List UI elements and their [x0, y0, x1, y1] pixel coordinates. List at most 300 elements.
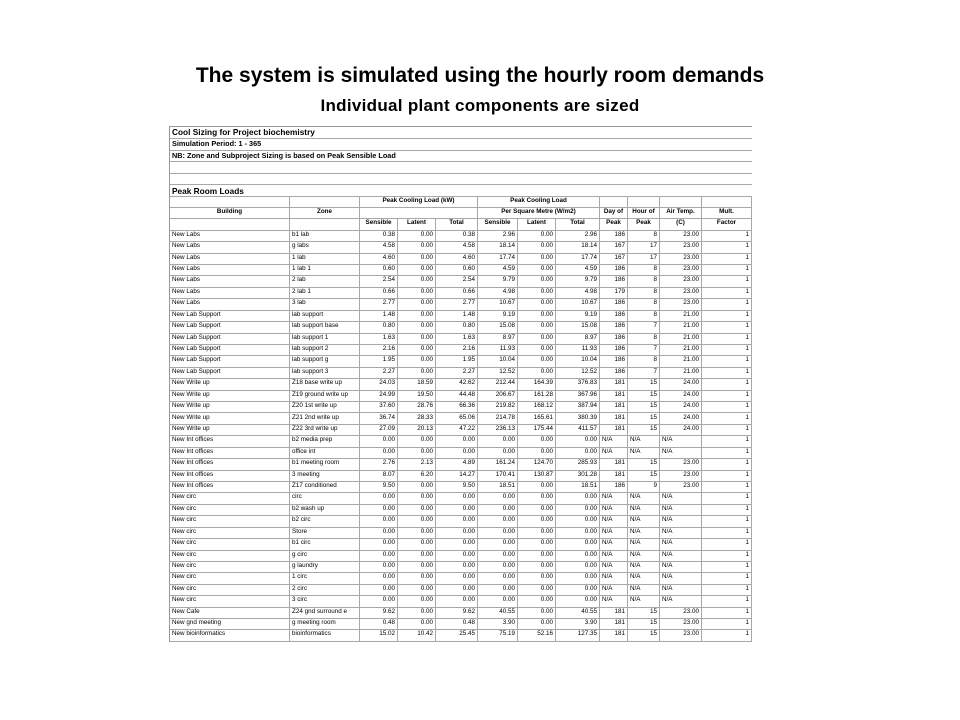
cell-value: 0.00	[360, 584, 398, 595]
cell-value: 130.87	[518, 470, 556, 481]
cell-value: 0.00	[518, 241, 556, 252]
cell-value: 21.00	[660, 355, 702, 366]
cell-value: 0.00	[436, 561, 478, 572]
cell-value: 0.80	[360, 321, 398, 332]
cell-value: 21.00	[660, 367, 702, 378]
cell-value: 1	[702, 390, 752, 401]
cell-value: 0.00	[436, 584, 478, 595]
cell-value: 0.00	[518, 618, 556, 629]
cell-value: 0.00	[436, 527, 478, 538]
cell-value: 9.62	[436, 607, 478, 618]
cell-value: 37.60	[360, 401, 398, 412]
cell-zone: lab support 2	[290, 344, 360, 355]
cell-zone: b1 lab	[290, 230, 360, 241]
cell-value: 0.00	[436, 538, 478, 549]
cell-value: 0.00	[518, 584, 556, 595]
col-zone: Zone	[290, 207, 360, 218]
cell-value: 1.95	[436, 355, 478, 366]
cell-value: 1	[702, 572, 752, 583]
cell-value: 3.90	[556, 618, 600, 629]
cell-value: 15	[628, 618, 660, 629]
cell-value: 15	[628, 470, 660, 481]
cell-zone: 1 lab	[290, 253, 360, 264]
cell-value: 285.93	[556, 458, 600, 469]
cell-value: 1	[702, 492, 752, 503]
cell-value: 0.00	[398, 515, 436, 526]
cell-value: N/A	[600, 492, 628, 503]
cell-value: 0.66	[360, 287, 398, 298]
cell-value: 0.00	[398, 275, 436, 286]
cell-value: 15	[628, 424, 660, 435]
cell-value: N/A	[660, 515, 702, 526]
col-latent-m2: Latent	[518, 218, 556, 229]
cell-value: N/A	[628, 515, 660, 526]
slide-subtitle: Individual plant components are sized	[320, 96, 640, 115]
cell-zone: 3 meeting	[290, 470, 360, 481]
cell-zone: bioinformatics	[290, 629, 360, 640]
cell-building: New bioinformatics	[170, 629, 290, 640]
cell	[360, 207, 478, 218]
cell-value: 4.58	[436, 241, 478, 252]
cell-value: 75.19	[478, 629, 518, 640]
cell-value: 181	[600, 424, 628, 435]
cell-value: 4.98	[478, 287, 518, 298]
cell-value: 186	[600, 333, 628, 344]
cell-value: 0.00	[518, 492, 556, 503]
cell-value: 0.00	[518, 561, 556, 572]
cell-value: 18.14	[478, 241, 518, 252]
cell-value: N/A	[600, 527, 628, 538]
cell-value: N/A	[628, 538, 660, 549]
cell-building: New circ	[170, 572, 290, 583]
cell-value: 8	[628, 230, 660, 241]
cell-value: 1	[702, 515, 752, 526]
cell-building: New gnd meeting	[170, 618, 290, 629]
cell-value: 0.00	[398, 550, 436, 561]
cell-value: 0.00	[518, 572, 556, 583]
cell-building: New circ	[170, 515, 290, 526]
cell-value: 0.00	[398, 607, 436, 618]
cell-building: New circ	[170, 492, 290, 503]
cell-value: 0.00	[556, 515, 600, 526]
cell-value: 0.00	[556, 550, 600, 561]
cell-zone: 2 lab	[290, 275, 360, 286]
cell-value: 2.96	[478, 230, 518, 241]
cell-value: N/A	[628, 447, 660, 458]
cell-value: 1.63	[436, 333, 478, 344]
cell-value: 0.00	[556, 561, 600, 572]
cell-value: 0.38	[436, 230, 478, 241]
cell-value: N/A	[660, 584, 702, 595]
cell-value: 8.97	[478, 333, 518, 344]
col-total-m2: Total	[556, 218, 600, 229]
cell-value: 4.59	[478, 264, 518, 275]
cell-value: 36.74	[360, 413, 398, 424]
cell-building: New Labs	[170, 275, 290, 286]
cell-value: 127.35	[556, 629, 600, 640]
cell-value: 0.00	[478, 435, 518, 446]
cell-value: 0.00	[436, 550, 478, 561]
cell-value: 0.00	[518, 287, 556, 298]
cell-value: N/A	[628, 492, 660, 503]
cell-value: 24.00	[660, 390, 702, 401]
cell-value: 0.00	[518, 435, 556, 446]
col-air-temp: Air Temp.	[660, 207, 702, 218]
cell-value: 186	[600, 310, 628, 321]
cell-value: 0.80	[436, 321, 478, 332]
cell-value: N/A	[660, 572, 702, 583]
cell-value: 42.62	[436, 378, 478, 389]
cell-value: 23.00	[660, 607, 702, 618]
cell-zone: lab support 1	[290, 333, 360, 344]
cell-value: 8.97	[556, 333, 600, 344]
col-hour-of: Hour of	[628, 207, 660, 218]
cell-value: 23.00	[660, 629, 702, 640]
cell-value: N/A	[600, 561, 628, 572]
cell-zone: Z24 gnd surround e	[290, 607, 360, 618]
cell-value: 0.00	[360, 515, 398, 526]
cell-value: 1	[702, 378, 752, 389]
cell-value: 2.27	[360, 367, 398, 378]
cell-value: 0.00	[436, 435, 478, 446]
cell-value: 8.07	[360, 470, 398, 481]
cell-zone: Z19 ground write up	[290, 390, 360, 401]
group-header-per-m2-unit: Per Square Metre (W/m2)	[478, 207, 600, 218]
cell-building: New circ	[170, 538, 290, 549]
sheet-heading: Cool Sizing for Project biochemistry	[172, 127, 315, 137]
cell-value: N/A	[600, 572, 628, 583]
cell-building: New Int offices	[170, 470, 290, 481]
cell-value: 0.00	[518, 527, 556, 538]
spreadsheet	[169, 126, 752, 642]
cell-value: 0.00	[518, 515, 556, 526]
cell-zone: b1 meeting room	[290, 458, 360, 469]
cell-value: 0.48	[436, 618, 478, 629]
cell-value: 1	[702, 629, 752, 640]
cell-building: New Labs	[170, 253, 290, 264]
col-sensible-kw: Sensible	[360, 218, 398, 229]
cell-value: 2.77	[436, 298, 478, 309]
cell-value: 15	[628, 607, 660, 618]
cell-value: 0.00	[360, 538, 398, 549]
cell-value: 206.67	[478, 390, 518, 401]
cell-value: 24.99	[360, 390, 398, 401]
cell-value: 181	[600, 390, 628, 401]
cell-value: 0.00	[436, 447, 478, 458]
simulation-period: Simulation Period: 1 - 365	[172, 139, 262, 148]
cell-value: 17	[628, 241, 660, 252]
cell-zone: 3 lab	[290, 298, 360, 309]
cell-value: 167	[600, 241, 628, 252]
cell-value: 0.00	[398, 527, 436, 538]
cell-zone: g meeting room	[290, 618, 360, 629]
cell-value: 0.00	[360, 561, 398, 572]
cell-value: 18.51	[556, 481, 600, 492]
cell-value: 3.90	[478, 618, 518, 629]
cell-value: 0.00	[518, 595, 556, 606]
cell-value: 0.00	[398, 561, 436, 572]
cell-value: 7	[628, 321, 660, 332]
cell-value: N/A	[600, 515, 628, 526]
cell-value: N/A	[660, 447, 702, 458]
cell-value: 0.00	[398, 310, 436, 321]
cell-value: 15	[628, 378, 660, 389]
cell-value: 2.16	[436, 344, 478, 355]
cell-value: 1	[702, 241, 752, 252]
cell-value: 0.00	[478, 584, 518, 595]
cell-value: N/A	[628, 561, 660, 572]
cell-zone: b2 wash up	[290, 504, 360, 515]
cell-value: 1	[702, 264, 752, 275]
cell-value: 161.28	[518, 390, 556, 401]
cell-value: 2.13	[398, 458, 436, 469]
cell	[290, 196, 360, 207]
cell-value: 10.67	[478, 298, 518, 309]
cell-value: 21.00	[660, 321, 702, 332]
cell-zone: 2 lab 1	[290, 287, 360, 298]
cell-building: New Int offices	[170, 481, 290, 492]
cell-value: N/A	[600, 447, 628, 458]
cell-value: 0.00	[478, 561, 518, 572]
section-title: Peak Room Loads	[172, 186, 244, 196]
cell-value: 0.00	[398, 298, 436, 309]
cell-building: New Int offices	[170, 435, 290, 446]
cell-value: 1.48	[360, 310, 398, 321]
cell-value: 9.79	[556, 275, 600, 286]
cell-value: 7	[628, 367, 660, 378]
cell-value: 124.70	[518, 458, 556, 469]
cell-value: 186	[600, 355, 628, 366]
cell-value: 17	[628, 253, 660, 264]
cell-value: 376.83	[556, 378, 600, 389]
cell-value: 2.54	[360, 275, 398, 286]
cell-value: 170.41	[478, 470, 518, 481]
cell-value: 0.00	[556, 584, 600, 595]
cell-value: 12.52	[556, 367, 600, 378]
cell-value: 8	[628, 333, 660, 344]
cell-value: 24.00	[660, 401, 702, 412]
cell-value: 1	[702, 333, 752, 344]
col-total-kw: Total	[436, 218, 478, 229]
cell-value: 0.00	[556, 504, 600, 515]
cell-value: 164.39	[518, 378, 556, 389]
cell	[628, 196, 660, 207]
cell-value: 2.96	[556, 230, 600, 241]
cell-value: 0.00	[518, 504, 556, 515]
cell-value: 23.00	[660, 481, 702, 492]
cell-value: 1	[702, 413, 752, 424]
cell-building: New circ	[170, 561, 290, 572]
cell-value: 0.00	[518, 310, 556, 321]
cell-value: 0.00	[398, 481, 436, 492]
cell-value: 1	[702, 584, 752, 595]
cell-value: 168.12	[518, 401, 556, 412]
cell-building: New Lab Support	[170, 367, 290, 378]
cell-value: 0.00	[518, 230, 556, 241]
cell-value: 15.02	[360, 629, 398, 640]
cell-zone: g circ	[290, 550, 360, 561]
cell-value: 0.00	[556, 595, 600, 606]
cell-value: 1.63	[360, 333, 398, 344]
cell-value: 0.60	[436, 264, 478, 275]
cell-value: 181	[600, 401, 628, 412]
cell-value: 0.00	[518, 298, 556, 309]
cell-building: New Labs	[170, 241, 290, 252]
cell-value: 23.00	[660, 470, 702, 481]
cell-building: New Lab Support	[170, 333, 290, 344]
cell-value: 1	[702, 504, 752, 515]
cell-value: 7	[628, 344, 660, 355]
cell-value: N/A	[660, 492, 702, 503]
cell-zone: lab support	[290, 310, 360, 321]
cell-building: New circ	[170, 584, 290, 595]
cell-value: 0.00	[556, 435, 600, 446]
cell-value: 21.00	[660, 344, 702, 355]
cell-building: New Int offices	[170, 447, 290, 458]
cell-value: 1	[702, 287, 752, 298]
cell-value: 15	[628, 390, 660, 401]
cell-zone: g laundry	[290, 561, 360, 572]
cell-value: 24.00	[660, 413, 702, 424]
cell-value: 15	[628, 458, 660, 469]
cell-value: 24.00	[660, 424, 702, 435]
cell-value: N/A	[600, 435, 628, 446]
cell-value: 181	[600, 607, 628, 618]
cell-value: 0.00	[398, 333, 436, 344]
cell-value: 0.00	[360, 447, 398, 458]
cell-value: 0.00	[436, 572, 478, 583]
col-mult: Mult.	[702, 207, 752, 218]
cell-zone: 1 circ	[290, 572, 360, 583]
cell-value: 10.42	[398, 629, 436, 640]
cell-value: N/A	[600, 550, 628, 561]
cell-value: N/A	[660, 435, 702, 446]
cell-zone: office int	[290, 447, 360, 458]
cell-value: N/A	[628, 584, 660, 595]
cell-value: 1.95	[360, 355, 398, 366]
cell-value: 0.00	[518, 275, 556, 286]
cell-zone: b2 media prep	[290, 435, 360, 446]
cell-value: 15	[628, 413, 660, 424]
cell-value: 4.60	[436, 253, 478, 264]
cell-value: 186	[600, 344, 628, 355]
cell	[600, 196, 628, 207]
cell-value: 23.00	[660, 458, 702, 469]
cell-value: N/A	[628, 550, 660, 561]
cell-zone: Z20 1st write up	[290, 401, 360, 412]
cell-value: 0.00	[478, 538, 518, 549]
cell-value: 167	[600, 253, 628, 264]
cell-building: New Labs	[170, 264, 290, 275]
col-hour-peak: Peak	[628, 218, 660, 229]
cell-value: 8	[628, 298, 660, 309]
cell-value: 2.77	[360, 298, 398, 309]
cell-value: 9	[628, 481, 660, 492]
cell-value: 0.00	[478, 504, 518, 515]
cell-value: 0.00	[398, 584, 436, 595]
cell	[702, 196, 752, 207]
cell-value: 8	[628, 310, 660, 321]
cell-value: 1	[702, 275, 752, 286]
cell-value: 161.24	[478, 458, 518, 469]
cell-value: 380.39	[556, 413, 600, 424]
cell-value: 175.44	[518, 424, 556, 435]
cell-value: 186	[600, 367, 628, 378]
cell-value: 0.00	[556, 527, 600, 538]
cell-value: 0.00	[398, 504, 436, 515]
cell-value: 52.16	[518, 629, 556, 640]
cell-value: 0.00	[398, 344, 436, 355]
cell-value: 301.28	[556, 470, 600, 481]
cell-building: New Write up	[170, 378, 290, 389]
cell-value: 0.00	[398, 264, 436, 275]
cell-value: 0.00	[360, 504, 398, 515]
cell-building: New Labs	[170, 230, 290, 241]
col-day-of: Day of	[600, 207, 628, 218]
col-day-peak: Peak	[600, 218, 628, 229]
cell-value: 23.00	[660, 264, 702, 275]
cell-value: 9.62	[360, 607, 398, 618]
cell-value: 0.00	[398, 538, 436, 549]
cell-value: 24.03	[360, 378, 398, 389]
cell-value: 0.00	[556, 492, 600, 503]
cell-value: 0.00	[478, 515, 518, 526]
cell-value: 0.00	[398, 367, 436, 378]
cell-value: 186	[600, 264, 628, 275]
cell-zone: lab support g	[290, 355, 360, 366]
col-latent-kw: Latent	[398, 218, 436, 229]
cell-value: 0.00	[518, 550, 556, 561]
cell	[170, 196, 290, 207]
cell-value: 15.08	[556, 321, 600, 332]
cell-value: 1	[702, 527, 752, 538]
slide-title: The system is simulated using the hourly room demands	[195, 64, 765, 87]
cell-value: 28.33	[398, 413, 436, 424]
cell-value: 219.82	[478, 401, 518, 412]
cell-value: 0.00	[518, 344, 556, 355]
cell-value: 0.00	[478, 550, 518, 561]
cell-value: 0.00	[556, 447, 600, 458]
cell-value: 0.00	[518, 538, 556, 549]
cell-building: New Lab Support	[170, 344, 290, 355]
cell-value: 0.00	[518, 355, 556, 366]
cell	[290, 218, 360, 229]
cell-value: 2.16	[360, 344, 398, 355]
cell-value: 1	[702, 550, 752, 561]
cell-value: 21.00	[660, 310, 702, 321]
cell-value: 181	[600, 378, 628, 389]
cell-value: 181	[600, 618, 628, 629]
cell-value: 19.50	[398, 390, 436, 401]
cell-building: New Lab Support	[170, 310, 290, 321]
cell-value: 0.00	[398, 253, 436, 264]
cell-value: 186	[600, 275, 628, 286]
cell-value: 15.08	[478, 321, 518, 332]
cell-value: 66.36	[436, 401, 478, 412]
cell-value: 10.04	[556, 355, 600, 366]
cell-zone: 2 circ	[290, 584, 360, 595]
cell-value: 11.93	[478, 344, 518, 355]
cell-zone: Z22 3rd write up	[290, 424, 360, 435]
cell-value: 1	[702, 435, 752, 446]
cell-value: 23.00	[660, 287, 702, 298]
cell-value: 1	[702, 618, 752, 629]
cell-value: 0.66	[436, 287, 478, 298]
cell-zone: 3 circ	[290, 595, 360, 606]
cell-zone: b2 circ	[290, 515, 360, 526]
cell-value: N/A	[600, 584, 628, 595]
col-mult-factor: Factor	[702, 218, 752, 229]
